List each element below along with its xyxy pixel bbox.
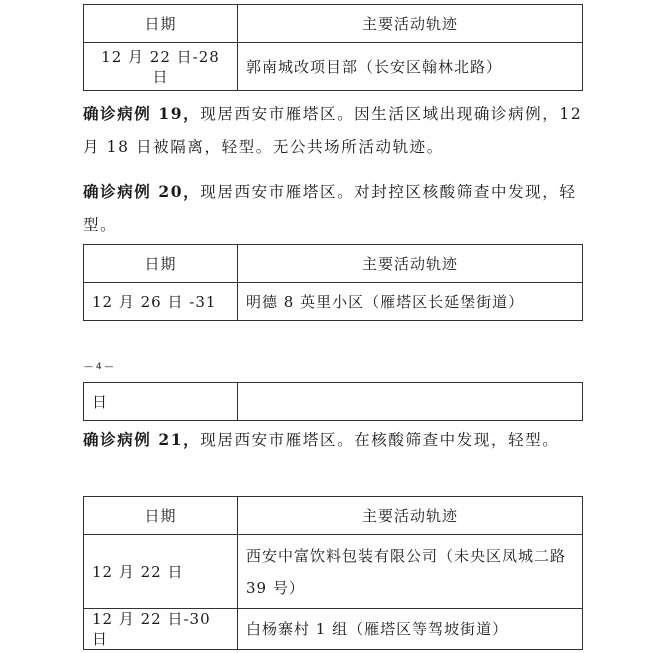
table-header-row	[84, 5, 583, 43]
case-20-paragraph	[83, 175, 583, 242]
trajectory-table-4	[83, 496, 583, 650]
case-21-paragraph	[83, 423, 583, 457]
trajectory-table-1	[83, 4, 583, 91]
case-19-label: 确诊病例 19，	[83, 104, 201, 123]
row-date: 12 月 22 日-28 日	[84, 43, 238, 91]
row-date: 12 月 22 日	[84, 535, 238, 609]
row-location: 郭南城改项目部（长安区翰林北路）	[238, 43, 583, 91]
row-date: 12 月 22 日-30 日	[84, 609, 238, 650]
case-21-text: 现居西安市雁塔区。在核酸筛查中发现，轻型。	[200, 431, 560, 449]
row-date: 日	[84, 383, 238, 421]
trajectory-table-3	[83, 382, 583, 421]
header-activity: 主要活动轨迹	[238, 5, 583, 43]
table-row	[84, 535, 583, 609]
trajectory-table-2	[83, 244, 583, 321]
row-location: 白杨寨村 1 组（雁塔区等驾坡街道）	[238, 609, 583, 650]
case-20-text: 现居西安市雁塔区。对封控区核酸筛查中发现，轻型。	[83, 183, 577, 234]
row-date: 12 月 26 日 -31	[84, 283, 238, 321]
table-row	[84, 609, 583, 650]
page-number: — 4 —	[84, 362, 114, 372]
case-19-text: 现居西安市雁塔区。因生活区域出现确诊病例，12 月 18 日被隔离，轻型。无公共场所活动轨迹。	[83, 105, 583, 156]
table-header-row	[84, 497, 583, 535]
table-header-row	[84, 245, 583, 283]
row-location: 西安中富饮料包装有限公司（未央区凤城二路 39 号）	[238, 535, 583, 609]
header-activity: 主要活动轨迹	[238, 245, 583, 283]
case-21-label: 确诊病例 21，	[83, 430, 201, 449]
header-date: 日期	[84, 497, 238, 535]
row-location: 明德 8 英里小区（雁塔区长延堡街道）	[238, 283, 583, 321]
case-19-paragraph	[83, 97, 583, 164]
table-row	[84, 43, 583, 91]
table-row	[84, 383, 583, 421]
header-date: 日期	[84, 245, 238, 283]
row-location	[238, 383, 583, 421]
case-20-label: 确诊病例 20，	[83, 182, 201, 201]
header-date: 日期	[84, 5, 238, 43]
table-row	[84, 283, 583, 321]
header-activity: 主要活动轨迹	[238, 497, 583, 535]
